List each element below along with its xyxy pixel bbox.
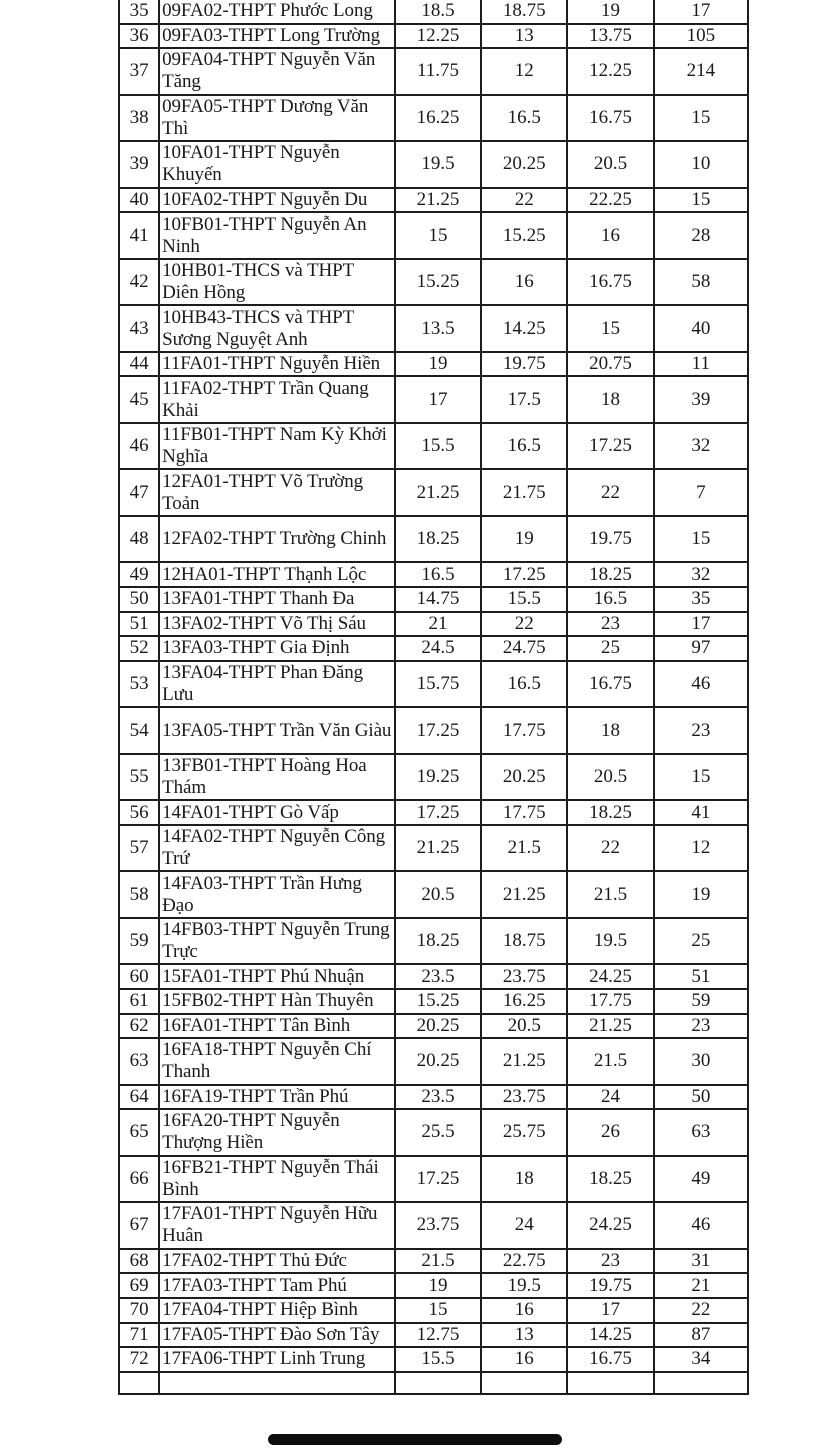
school-name-cell: 13FA04-THPT Phan Đăng Lưu — [159, 661, 395, 708]
count-cell: 15 — [654, 188, 748, 213]
row-number-cell: 57 — [119, 825, 159, 872]
count-cell: 10 — [654, 141, 748, 188]
score-nv2-cell: 16.5 — [481, 95, 567, 142]
school-name-cell: 09FA04-THPT Nguyễn Văn Tăng — [159, 48, 395, 95]
score-nv3-cell: 19.75 — [567, 516, 653, 563]
score-nv1-cell: 20.25 — [395, 1014, 481, 1039]
score-nv3-cell: 22 — [567, 469, 653, 516]
row-number-cell: 56 — [119, 800, 159, 825]
table-row — [119, 1085, 748, 1110]
count-cell: 28 — [654, 212, 748, 259]
school-name-cell: 14FA01-THPT Gò Vấp — [159, 800, 395, 825]
row-number-cell: 51 — [119, 612, 159, 637]
row-number-cell: 45 — [119, 376, 159, 423]
count-cell: 87 — [654, 1323, 748, 1348]
score-nv1-cell: 23.5 — [395, 964, 481, 989]
score-nv3-cell: 13.75 — [567, 24, 653, 49]
count-cell: 11 — [654, 352, 748, 377]
row-number-cell: 68 — [119, 1249, 159, 1274]
score-nv2-cell: 18 — [481, 1156, 567, 1203]
score-nv1-cell: 24.5 — [395, 636, 481, 661]
score-nv1-cell: 11.75 — [395, 48, 481, 95]
score-nv1-cell: 19.25 — [395, 754, 481, 801]
score-nv3-cell: 24 — [567, 1085, 653, 1110]
school-name-cell: 14FA02-THPT Nguyễn Công Trứ — [159, 825, 395, 872]
school-name-cell: 10HB01-THCS và THPT Diên Hồng — [159, 259, 395, 306]
school-name-cell: 16FA19-THPT Trần Phú — [159, 1085, 395, 1110]
count-cell: 12 — [654, 825, 748, 872]
score-nv1-cell: 15.75 — [395, 661, 481, 708]
school-name-cell: 09FA03-THPT Long Trường — [159, 24, 395, 49]
table-row — [119, 352, 748, 377]
score-nv1-cell: 13.5 — [395, 305, 481, 352]
count-cell: 23 — [654, 707, 748, 754]
table-row — [119, 516, 748, 563]
score-nv1-cell: 18.25 — [395, 918, 481, 965]
empty-cell — [654, 1372, 748, 1394]
table-row — [119, 636, 748, 661]
count-cell: 25 — [654, 918, 748, 965]
row-number-cell: 60 — [119, 964, 159, 989]
row-number-cell: 43 — [119, 305, 159, 352]
row-number-cell: 67 — [119, 1202, 159, 1249]
school-name-cell: 11FB01-THPT Nam Kỳ Khởi Nghĩa — [159, 423, 395, 470]
score-nv2-cell: 13 — [481, 24, 567, 49]
score-nv2-cell: 22 — [481, 612, 567, 637]
table-row — [119, 1156, 748, 1203]
count-cell: 35 — [654, 587, 748, 612]
score-nv1-cell: 21.25 — [395, 825, 481, 872]
table-row — [119, 1249, 748, 1274]
table-row — [119, 754, 748, 801]
table-row — [119, 1323, 748, 1348]
count-cell: 97 — [654, 636, 748, 661]
count-cell: 31 — [654, 1249, 748, 1274]
score-nv3-cell: 17.75 — [567, 989, 653, 1014]
school-name-cell: 13FB01-THPT Hoàng Hoa Thám — [159, 754, 395, 801]
score-nv3-cell: 16.75 — [567, 95, 653, 142]
table-row — [119, 1273, 748, 1298]
table-row — [119, 1347, 748, 1372]
score-nv1-cell: 17.25 — [395, 800, 481, 825]
score-nv2-cell: 19.5 — [481, 1273, 567, 1298]
table-row — [119, 1014, 748, 1039]
score-nv1-cell: 20.25 — [395, 1038, 481, 1085]
score-nv3-cell: 24.25 — [567, 964, 653, 989]
school-name-cell: 10FA01-THPT Nguyễn Khuyến — [159, 141, 395, 188]
score-nv1-cell: 15 — [395, 1298, 481, 1323]
school-name-cell: 13FA01-THPT Thanh Đa — [159, 587, 395, 612]
count-cell: 40 — [654, 305, 748, 352]
row-number-cell: 48 — [119, 516, 159, 563]
score-nv2-cell: 20.25 — [481, 141, 567, 188]
score-nv3-cell: 16.5 — [567, 587, 653, 612]
score-nv1-cell: 19.5 — [395, 141, 481, 188]
count-cell: 17 — [654, 612, 748, 637]
row-number-cell: 64 — [119, 1085, 159, 1110]
score-nv3-cell: 23 — [567, 1249, 653, 1274]
score-nv2-cell: 12 — [481, 48, 567, 95]
score-nv3-cell: 14.25 — [567, 1323, 653, 1348]
table-row — [119, 376, 748, 423]
school-name-cell: 13FA03-THPT Gia Định — [159, 636, 395, 661]
count-cell: 23 — [654, 1014, 748, 1039]
score-nv3-cell: 18 — [567, 376, 653, 423]
score-nv3-cell: 18.25 — [567, 562, 653, 587]
score-nv1-cell: 15.5 — [395, 1347, 481, 1372]
score-nv2-cell: 16.25 — [481, 989, 567, 1014]
score-nv1-cell: 15.25 — [395, 259, 481, 306]
row-number-cell: 70 — [119, 1298, 159, 1323]
row-number-cell: 41 — [119, 212, 159, 259]
score-nv2-cell: 20.25 — [481, 754, 567, 801]
score-nv2-cell: 15.5 — [481, 587, 567, 612]
score-nv1-cell: 20.5 — [395, 871, 481, 918]
table-row — [119, 800, 748, 825]
table-row — [119, 964, 748, 989]
score-nv1-cell: 16.25 — [395, 95, 481, 142]
count-cell: 32 — [654, 562, 748, 587]
table-row-partial — [119, 1372, 748, 1394]
score-nv2-cell: 16 — [481, 1298, 567, 1323]
score-nv3-cell: 19.5 — [567, 918, 653, 965]
school-name-cell: 11FA01-THPT Nguyễn Hiền — [159, 352, 395, 377]
table-row — [119, 48, 748, 95]
count-cell: 46 — [654, 661, 748, 708]
score-nv2-cell: 18.75 — [481, 918, 567, 965]
table-row — [119, 141, 748, 188]
score-nv3-cell: 22.25 — [567, 188, 653, 213]
score-nv3-cell: 17 — [567, 1298, 653, 1323]
school-name-cell: 12HA01-THPT Thạnh Lộc — [159, 562, 395, 587]
school-name-cell: 10HB43-THCS và THPT Sương Nguyệt Anh — [159, 305, 395, 352]
score-nv3-cell: 23 — [567, 612, 653, 637]
score-nv1-cell: 15.25 — [395, 989, 481, 1014]
row-number-cell: 52 — [119, 636, 159, 661]
score-nv3-cell: 18 — [567, 707, 653, 754]
score-nv2-cell: 24.75 — [481, 636, 567, 661]
row-number-cell: 63 — [119, 1038, 159, 1085]
score-nv1-cell: 21.25 — [395, 188, 481, 213]
count-cell: 41 — [654, 800, 748, 825]
score-nv2-cell: 21.5 — [481, 825, 567, 872]
row-number-cell: 55 — [119, 754, 159, 801]
count-cell: 7 — [654, 469, 748, 516]
table-row — [119, 1202, 748, 1249]
score-nv3-cell: 16.75 — [567, 259, 653, 306]
score-nv3-cell: 26 — [567, 1109, 653, 1156]
row-number-cell: 71 — [119, 1323, 159, 1348]
score-nv3-cell: 25 — [567, 636, 653, 661]
table-row — [119, 188, 748, 213]
school-name-cell: 17FA04-THPT Hiệp Bình — [159, 1298, 395, 1323]
row-number-cell: 65 — [119, 1109, 159, 1156]
home-indicator-bar[interactable] — [268, 1434, 562, 1445]
table-row — [119, 1038, 748, 1085]
school-name-cell: 15FA01-THPT Phú Nhuận — [159, 964, 395, 989]
table-row — [119, 305, 748, 352]
school-name-cell: 17FA02-THPT Thủ Đức — [159, 1249, 395, 1274]
table-row — [119, 1298, 748, 1323]
score-nv1-cell: 17.25 — [395, 1156, 481, 1203]
empty-cell — [481, 1372, 567, 1394]
row-number-cell: 62 — [119, 1014, 159, 1039]
count-cell: 30 — [654, 1038, 748, 1085]
school-name-cell: 09FA05-THPT Dương Văn Thì — [159, 95, 395, 142]
score-nv2-cell: 17.5 — [481, 376, 567, 423]
score-nv2-cell: 16 — [481, 259, 567, 306]
score-nv3-cell: 19 — [567, 0, 653, 24]
empty-cell — [119, 1372, 159, 1394]
score-nv2-cell: 21.25 — [481, 1038, 567, 1085]
score-nv2-cell: 16.5 — [481, 423, 567, 470]
score-nv3-cell: 22 — [567, 825, 653, 872]
row-number-cell: 37 — [119, 48, 159, 95]
score-nv2-cell: 23.75 — [481, 964, 567, 989]
row-number-cell: 44 — [119, 352, 159, 377]
score-nv2-cell: 13 — [481, 1323, 567, 1348]
school-name-cell: 12FA02-THPT Trường Chinh — [159, 516, 395, 563]
school-name-cell: 14FB03-THPT Nguyễn Trung Trực — [159, 918, 395, 965]
score-nv1-cell: 21 — [395, 612, 481, 637]
school-name-cell: 10FB01-THPT Nguyễn An Ninh — [159, 212, 395, 259]
row-number-cell: 61 — [119, 989, 159, 1014]
row-number-cell: 58 — [119, 871, 159, 918]
score-nv1-cell: 18.25 — [395, 516, 481, 563]
score-nv2-cell: 17.75 — [481, 800, 567, 825]
score-nv2-cell: 19 — [481, 516, 567, 563]
score-nv3-cell: 16.75 — [567, 1347, 653, 1372]
table-row — [119, 707, 748, 754]
table-row — [119, 918, 748, 965]
score-nv1-cell: 21.25 — [395, 469, 481, 516]
school-name-cell: 13FA02-THPT Võ Thị Sáu — [159, 612, 395, 637]
score-nv2-cell: 25.75 — [481, 1109, 567, 1156]
count-cell: 15 — [654, 754, 748, 801]
score-nv3-cell: 21.5 — [567, 871, 653, 918]
row-number-cell: 38 — [119, 95, 159, 142]
score-nv3-cell: 21.5 — [567, 1038, 653, 1085]
school-name-cell: 09FA02-THPT Phước Long — [159, 0, 395, 24]
school-name-cell: 16FA18-THPT Nguyễn Chí Thanh — [159, 1038, 395, 1085]
score-nv3-cell: 17.25 — [567, 423, 653, 470]
count-cell: 49 — [654, 1156, 748, 1203]
school-name-cell: 17FA01-THPT Nguyễn Hữu Huân — [159, 1202, 395, 1249]
score-nv2-cell: 22 — [481, 188, 567, 213]
score-nv2-cell: 17.75 — [481, 707, 567, 754]
score-nv1-cell: 15.5 — [395, 423, 481, 470]
score-nv2-cell: 17.25 — [481, 562, 567, 587]
score-nv1-cell: 12.75 — [395, 1323, 481, 1348]
row-number-cell: 40 — [119, 188, 159, 213]
score-nv1-cell: 14.75 — [395, 587, 481, 612]
score-nv2-cell: 23.75 — [481, 1085, 567, 1110]
table-row — [119, 825, 748, 872]
score-nv1-cell: 23.5 — [395, 1085, 481, 1110]
score-nv3-cell: 18.25 — [567, 800, 653, 825]
score-nv2-cell: 21.25 — [481, 871, 567, 918]
school-name-cell: 17FA05-THPT Đào Sơn Tây — [159, 1323, 395, 1348]
score-nv3-cell: 20.5 — [567, 141, 653, 188]
school-name-cell: 16FA01-THPT Tân Bình — [159, 1014, 395, 1039]
score-nv3-cell: 15 — [567, 305, 653, 352]
table-row — [119, 612, 748, 637]
school-name-cell: 10FA02-THPT Nguyễn Du — [159, 188, 395, 213]
row-number-cell: 42 — [119, 259, 159, 306]
school-name-cell: 12FA01-THPT Võ Trường Toản — [159, 469, 395, 516]
row-number-cell: 36 — [119, 24, 159, 49]
score-nv3-cell: 16.75 — [567, 661, 653, 708]
school-name-cell: 15FB02-THPT Hàn Thuyên — [159, 989, 395, 1014]
table-row — [119, 562, 748, 587]
score-nv3-cell: 24.25 — [567, 1202, 653, 1249]
school-name-cell: 11FA02-THPT Trần Quang Khải — [159, 376, 395, 423]
count-cell: 21 — [654, 1273, 748, 1298]
empty-cell — [159, 1372, 395, 1394]
table-row — [119, 469, 748, 516]
score-nv2-cell: 16.5 — [481, 661, 567, 708]
count-cell: 51 — [654, 964, 748, 989]
score-nv3-cell: 16 — [567, 212, 653, 259]
count-cell: 22 — [654, 1298, 748, 1323]
table-row — [119, 661, 748, 708]
score-nv1-cell: 19 — [395, 1273, 481, 1298]
score-nv2-cell: 22.75 — [481, 1249, 567, 1274]
table-row — [119, 212, 748, 259]
count-cell: 19 — [654, 871, 748, 918]
score-nv3-cell: 18.25 — [567, 1156, 653, 1203]
row-number-cell: 72 — [119, 1347, 159, 1372]
school-name-cell: 16FB21-THPT Nguyễn Thái Bình — [159, 1156, 395, 1203]
count-cell: 32 — [654, 423, 748, 470]
count-cell: 105 — [654, 24, 748, 49]
count-cell: 34 — [654, 1347, 748, 1372]
score-nv1-cell: 16.5 — [395, 562, 481, 587]
count-cell: 63 — [654, 1109, 748, 1156]
score-nv2-cell: 16 — [481, 1347, 567, 1372]
score-nv2-cell: 20.5 — [481, 1014, 567, 1039]
table-row — [119, 423, 748, 470]
score-nv2-cell: 21.75 — [481, 469, 567, 516]
score-nv2-cell: 14.25 — [481, 305, 567, 352]
score-table-page — [118, 0, 749, 1395]
score-nv3-cell: 20.75 — [567, 352, 653, 377]
row-number-cell: 69 — [119, 1273, 159, 1298]
score-nv3-cell: 19.75 — [567, 1273, 653, 1298]
count-cell: 15 — [654, 95, 748, 142]
score-nv2-cell: 18.75 — [481, 0, 567, 24]
score-nv2-cell: 19.75 — [481, 352, 567, 377]
score-nv1-cell: 17 — [395, 376, 481, 423]
row-number-cell: 49 — [119, 562, 159, 587]
count-cell: 214 — [654, 48, 748, 95]
count-cell: 46 — [654, 1202, 748, 1249]
table-row — [119, 871, 748, 918]
score-nv1-cell: 21.5 — [395, 1249, 481, 1274]
row-number-cell: 47 — [119, 469, 159, 516]
school-name-cell: 17FA06-THPT Linh Trung — [159, 1347, 395, 1372]
empty-cell — [567, 1372, 653, 1394]
row-number-cell: 50 — [119, 587, 159, 612]
score-nv1-cell: 19 — [395, 352, 481, 377]
row-number-cell: 35 — [119, 0, 159, 24]
count-cell: 39 — [654, 376, 748, 423]
table-row — [119, 989, 748, 1014]
school-name-cell: 14FA03-THPT Trần Hưng Đạo — [159, 871, 395, 918]
count-cell: 59 — [654, 989, 748, 1014]
score-nv1-cell: 18.5 — [395, 0, 481, 24]
table-row — [119, 587, 748, 612]
score-nv3-cell: 20.5 — [567, 754, 653, 801]
score-nv3-cell: 21.25 — [567, 1014, 653, 1039]
school-name-cell: 13FA05-THPT Trần Văn Giàu — [159, 707, 395, 754]
score-nv1-cell: 25.5 — [395, 1109, 481, 1156]
row-number-cell: 53 — [119, 661, 159, 708]
count-cell: 50 — [654, 1085, 748, 1110]
table-row — [119, 259, 748, 306]
row-number-cell: 46 — [119, 423, 159, 470]
count-cell: 58 — [654, 259, 748, 306]
count-cell: 17 — [654, 0, 748, 24]
score-nv2-cell: 24 — [481, 1202, 567, 1249]
school-name-cell: 17FA03-THPT Tam Phú — [159, 1273, 395, 1298]
table-row — [119, 95, 748, 142]
empty-cell — [395, 1372, 481, 1394]
school-name-cell: 16FA20-THPT Nguyễn Thượng Hiền — [159, 1109, 395, 1156]
score-table — [118, 0, 749, 1395]
score-nv1-cell: 15 — [395, 212, 481, 259]
score-nv1-cell: 23.75 — [395, 1202, 481, 1249]
row-number-cell: 59 — [119, 918, 159, 965]
table-row — [119, 1109, 748, 1156]
score-nv3-cell: 12.25 — [567, 48, 653, 95]
table-row — [119, 0, 748, 24]
row-number-cell: 39 — [119, 141, 159, 188]
row-number-cell: 54 — [119, 707, 159, 754]
score-nv2-cell: 15.25 — [481, 212, 567, 259]
score-nv1-cell: 17.25 — [395, 707, 481, 754]
row-number-cell: 66 — [119, 1156, 159, 1203]
count-cell: 15 — [654, 516, 748, 563]
table-row — [119, 24, 748, 49]
score-nv1-cell: 12.25 — [395, 24, 481, 49]
